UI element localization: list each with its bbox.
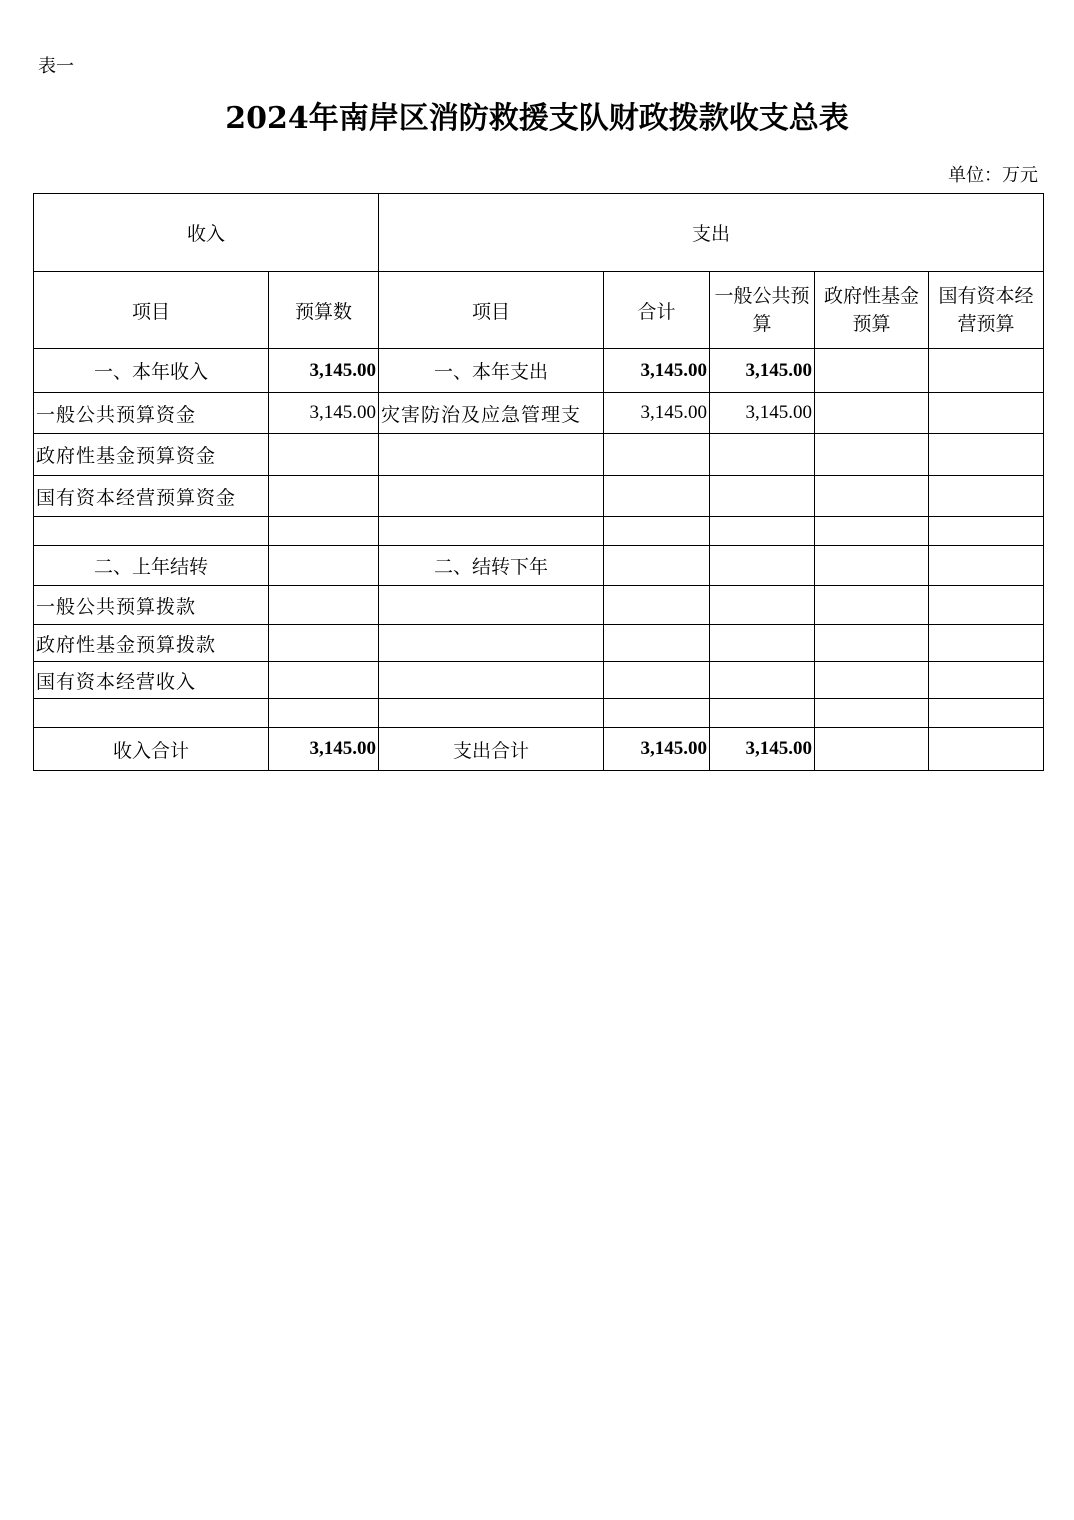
gov-fund-total-cell bbox=[815, 728, 929, 771]
income-item-cell bbox=[34, 699, 269, 728]
income-item-cell: 国有资本经营预算资金 bbox=[34, 476, 269, 517]
gov-fund-cell bbox=[815, 625, 929, 662]
expense-item-header: 项目 bbox=[379, 272, 604, 349]
total-cell bbox=[604, 476, 710, 517]
total-cell bbox=[604, 517, 710, 546]
general-cell bbox=[710, 662, 815, 699]
gov-fund-cell bbox=[815, 349, 929, 393]
total-cell bbox=[604, 699, 710, 728]
budget-table bbox=[33, 193, 1044, 771]
expense-item-cell bbox=[379, 586, 604, 625]
state-capital-cell bbox=[929, 476, 1044, 517]
income-amount-cell: 3,145.00 bbox=[269, 393, 379, 434]
income-header: 收入 bbox=[34, 194, 379, 272]
income-item-cell: 一般公共预算拨款 bbox=[34, 586, 269, 625]
state-capital-budget-header: 国有资本经营预算 bbox=[929, 272, 1044, 349]
general-cell bbox=[710, 625, 815, 662]
gov-fund-cell bbox=[815, 434, 929, 476]
gov-fund-cell bbox=[815, 546, 929, 586]
table-row bbox=[34, 699, 1044, 728]
table-row bbox=[34, 546, 1044, 586]
gov-fund-cell bbox=[815, 586, 929, 625]
page-title: 2024年南岸区消防救援支队财政拨款收支总表 bbox=[225, 101, 849, 136]
general-cell bbox=[710, 476, 815, 517]
general-total-cell: 3,145.00 bbox=[710, 728, 815, 771]
budget-amount-header: 预算数 bbox=[269, 272, 379, 349]
expense-item-cell: 二、结转下年 bbox=[379, 546, 604, 586]
income-amount-cell bbox=[269, 699, 379, 728]
gov-fund-cell bbox=[815, 393, 929, 434]
table-label: 表一 bbox=[38, 56, 74, 77]
income-amount-cell bbox=[269, 546, 379, 586]
income-amount-cell bbox=[269, 662, 379, 699]
income-item-cell bbox=[34, 517, 269, 546]
expense-item-cell bbox=[379, 517, 604, 546]
income-item-cell: 政府性基金预算拨款 bbox=[34, 625, 269, 662]
expense-item-cell: 灾害防治及应急管理支 bbox=[379, 393, 604, 434]
expense-item-cell bbox=[379, 476, 604, 517]
general-cell bbox=[710, 546, 815, 586]
income-item-cell: 一、本年收入 bbox=[34, 349, 269, 393]
table-row bbox=[34, 517, 1044, 546]
state-capital-cell bbox=[929, 393, 1044, 434]
table-row bbox=[34, 434, 1044, 476]
income-amount-cell bbox=[269, 434, 379, 476]
state-capital-cell bbox=[929, 517, 1044, 546]
total-cell bbox=[604, 586, 710, 625]
expense-item-cell: 一、本年支出 bbox=[379, 349, 604, 393]
total-cell bbox=[604, 662, 710, 699]
table-row bbox=[34, 476, 1044, 517]
general-cell: 3,145.00 bbox=[710, 349, 815, 393]
general-cell bbox=[710, 517, 815, 546]
expense-total-cell: 3,145.00 bbox=[604, 728, 710, 771]
income-item-cell: 一般公共预算资金 bbox=[34, 393, 269, 434]
general-cell bbox=[710, 586, 815, 625]
state-capital-cell bbox=[929, 546, 1044, 586]
gov-fund-cell bbox=[815, 517, 929, 546]
income-amount-cell: 3,145.00 bbox=[269, 349, 379, 393]
general-cell bbox=[710, 699, 815, 728]
table-group-header-row bbox=[34, 194, 1044, 272]
gov-fund-budget-header: 政府性基金预算 bbox=[815, 272, 929, 349]
income-total-amount: 3,145.00 bbox=[269, 728, 379, 771]
state-capital-cell bbox=[929, 662, 1044, 699]
income-total-label: 收入合计 bbox=[34, 728, 269, 771]
table-total-row bbox=[34, 728, 1044, 771]
income-item-cell: 政府性基金预算资金 bbox=[34, 434, 269, 476]
gov-fund-cell bbox=[815, 662, 929, 699]
expense-item-cell bbox=[379, 662, 604, 699]
state-capital-cell bbox=[929, 434, 1044, 476]
table-row bbox=[34, 662, 1044, 699]
table-row bbox=[34, 586, 1044, 625]
expense-item-cell bbox=[379, 699, 604, 728]
expense-header: 支出 bbox=[379, 194, 1044, 272]
total-cell bbox=[604, 546, 710, 586]
expense-total-label: 支出合计 bbox=[379, 728, 604, 771]
table-row bbox=[34, 625, 1044, 662]
income-item-header: 项目 bbox=[34, 272, 269, 349]
state-capital-cell bbox=[929, 625, 1044, 662]
general-budget-header: 一般公共预算 bbox=[710, 272, 815, 349]
income-amount-cell bbox=[269, 476, 379, 517]
total-cell: 3,145.00 bbox=[604, 393, 710, 434]
table-row bbox=[34, 393, 1044, 434]
state-capital-cell bbox=[929, 586, 1044, 625]
total-header: 合计 bbox=[604, 272, 710, 349]
gov-fund-cell bbox=[815, 699, 929, 728]
income-item-cell: 国有资本经营收入 bbox=[34, 662, 269, 699]
state-capital-cell bbox=[929, 699, 1044, 728]
table-row bbox=[34, 349, 1044, 393]
unit-label: 单位：万元 bbox=[948, 165, 1038, 186]
expense-item-cell bbox=[379, 434, 604, 476]
gov-fund-cell bbox=[815, 476, 929, 517]
income-item-cell: 二、上年结转 bbox=[34, 546, 269, 586]
total-cell bbox=[604, 434, 710, 476]
state-capital-cell bbox=[929, 349, 1044, 393]
general-cell: 3,145.00 bbox=[710, 393, 815, 434]
income-amount-cell bbox=[269, 625, 379, 662]
table-column-header-row bbox=[34, 272, 1044, 349]
income-amount-cell bbox=[269, 586, 379, 625]
state-capital-total-cell bbox=[929, 728, 1044, 771]
total-cell bbox=[604, 625, 710, 662]
income-amount-cell bbox=[269, 517, 379, 546]
general-cell bbox=[710, 434, 815, 476]
expense-item-cell bbox=[379, 625, 604, 662]
total-cell: 3,145.00 bbox=[604, 349, 710, 393]
